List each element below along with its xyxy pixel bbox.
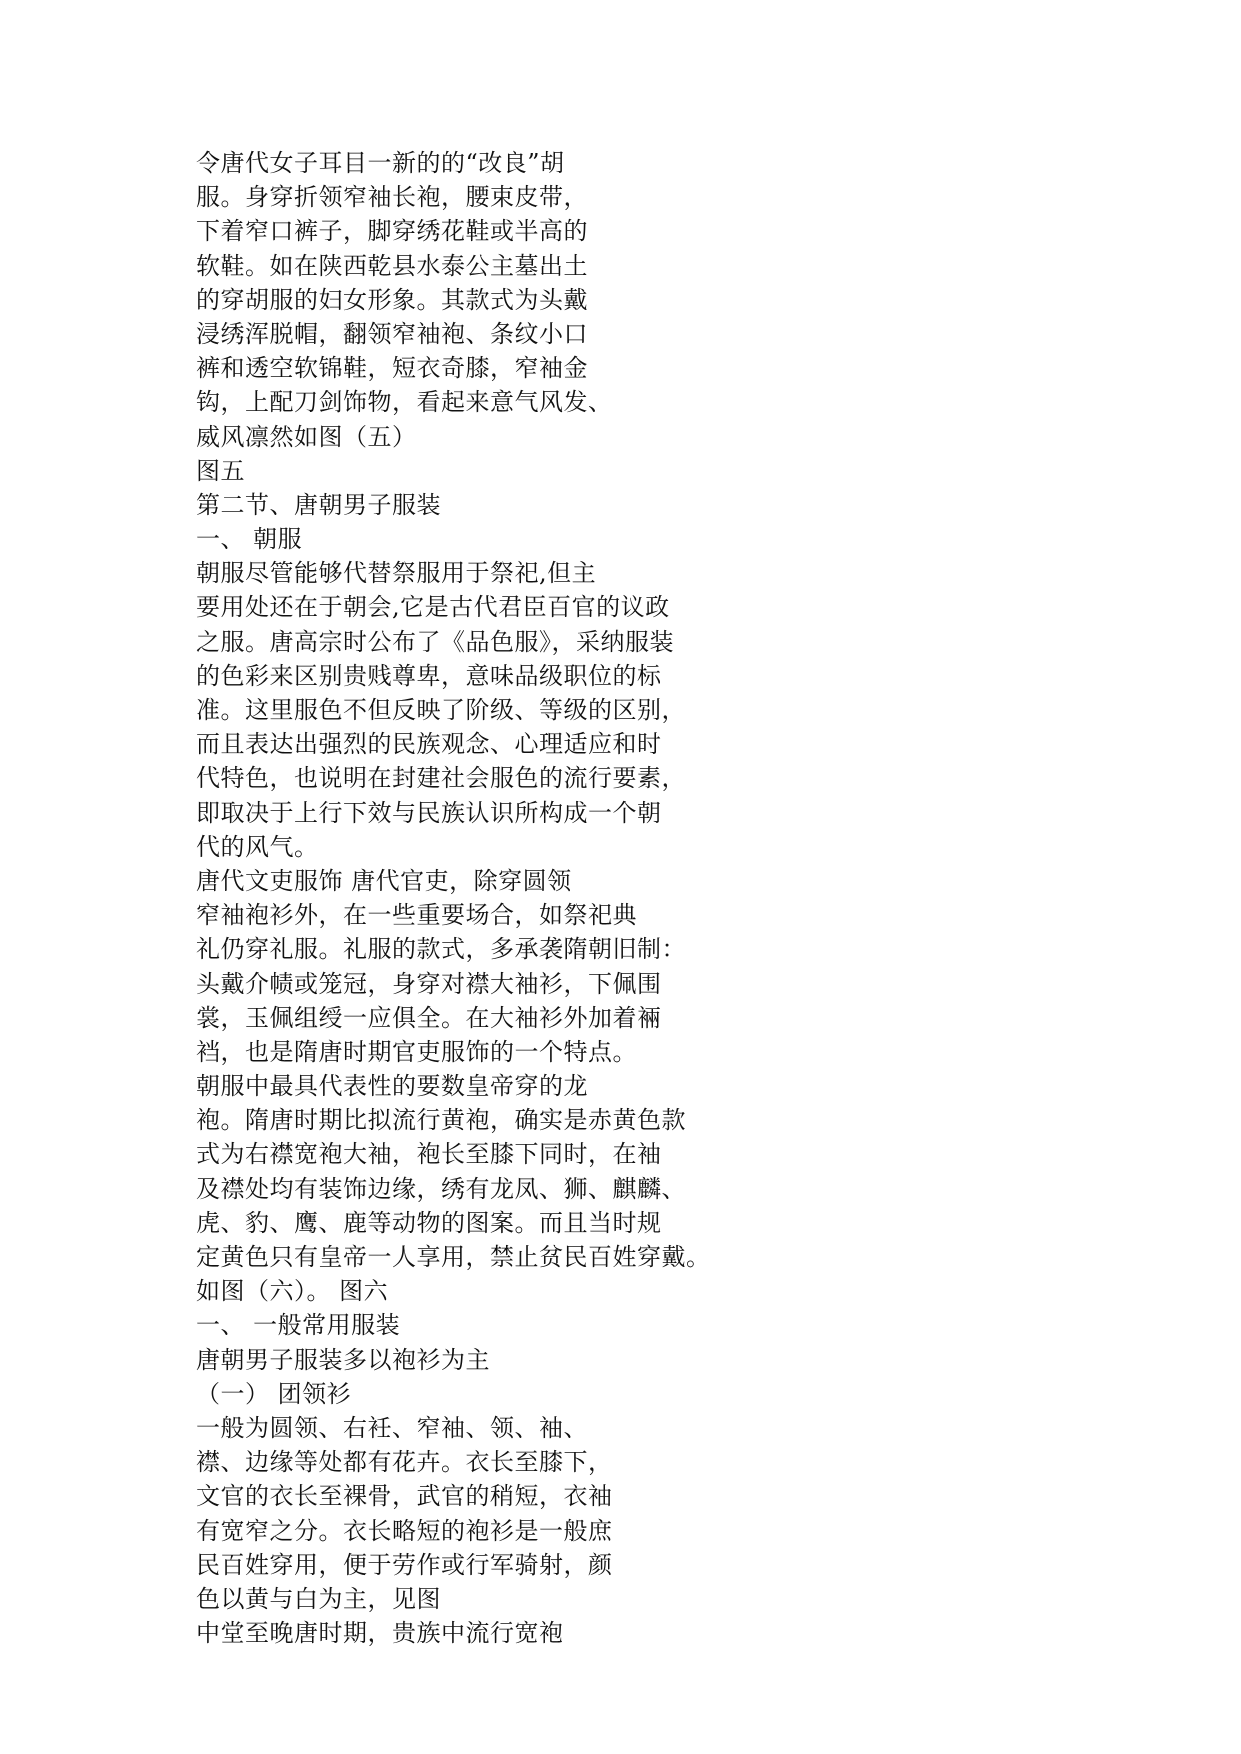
text-line: 的色彩来区别贵贱尊卑，意味品级职位的标 [196, 661, 662, 690]
text-line: 朝服中最具代表性的要数皇帝穿的龙 [196, 1072, 588, 1101]
text-line: 民百姓穿用，便于劳作或行军骑射，颜 [196, 1550, 613, 1579]
text-line: 要用处还在于朝会,它是古代君臣百官的议政 [196, 593, 670, 622]
text-line: 而且表达出强烈的民族观念、心理适应和时 [196, 730, 662, 759]
text-line: 虎、豹、鹰、鹿等动物的图案。而且当时规 [196, 1208, 662, 1237]
text-line: 服。身穿折领窄袖长袍，腰束皮带， [196, 183, 588, 212]
text-line: 代特色，也说明在封建社会服色的流行要素， [196, 764, 686, 793]
text-line: 浸绣浑脱帽，翻领窄袖袍、条纹小口 [196, 319, 588, 348]
text-line: 代的风气。 [196, 832, 319, 861]
text-line: 及襟处均有装饰边缘，绣有龙凤、狮、麒麟、 [196, 1174, 686, 1203]
text-line: 式为右襟宽袍大袖，袍长至膝下同时，在袖 [196, 1140, 662, 1169]
text-line: 准。这里服色不但反映了阶级、等级的区别， [196, 696, 686, 724]
text-line: （一） 团领衫 [196, 1379, 352, 1408]
text-line: 裳，玉佩组绶一应俱全。在大袖衫外加着裲 [196, 1003, 662, 1032]
text-line: 礼仍穿礼服。礼服的款式，多承袭隋朝旧制： [196, 935, 686, 964]
text-line: 裤和透空软锦鞋，短衣奇膝，窄袖金 [196, 354, 588, 383]
text-line: 令唐代女子耳目一新的的“改良”胡 [196, 149, 565, 177]
text-line: 朝服尽管能够代替祭服用于祭祀,但主 [196, 559, 597, 588]
text-line: 有宽窄之分。衣长略短的袍衫是一般庶 [196, 1516, 613, 1545]
body-text [196, 146, 1196, 1650]
text-line: 文官的衣长至裸骨，武官的稍短，衣袖 [196, 1482, 613, 1511]
text-line: 一、 一般常用服装 [196, 1311, 401, 1340]
text-line: 裆，也是隋唐时期官吏服饰的一个特点。 [196, 1037, 637, 1066]
text-line: 定黄色只有皇帝一人享用，禁止贫民百姓穿戴。 [196, 1243, 711, 1271]
text-line: 一、 朝服 [196, 525, 303, 554]
text-line: 如图（六）。 图六 [196, 1277, 389, 1306]
text-line: 威风凛然如图（五） [196, 422, 417, 451]
text-line: 头戴介帻或笼冠，身穿对襟大袖衫，下佩围 [196, 969, 662, 998]
text-line: 唐代文吏服饰 唐代官吏，除穿圆领 [196, 866, 572, 895]
text-line: 即取决于上行下效与民族认识所构成一个朝 [196, 798, 662, 827]
text-line: 一般为圆领、右衽、窄袖、领、袖、 [196, 1413, 588, 1442]
text-line: 袍。隋唐时期比拟流行黄袍，确实是赤黄色款 [196, 1106, 686, 1135]
text-line: 之服。唐高宗时公布了《品色服》，采纳服装 [196, 627, 674, 656]
text-line: 襟、边缘等处都有花卉。衣长至膝下， [196, 1448, 613, 1477]
text-line: 的穿胡服的妇女形象。其款式为头戴 [196, 285, 588, 314]
text-line: 软鞋。如在陕西乾县水泰公主墓出土 [196, 251, 588, 280]
text-line: 下着窄口裤子，脚穿绣花鞋或半高的 [196, 217, 588, 246]
text-line: 窄袖袍衫外，在一些重要场合，如祭祀典 [196, 901, 637, 930]
text-line: 图五 [196, 456, 245, 485]
text-line: 钩，上配刀剑饰物，看起来意气风发、 [196, 388, 613, 417]
text-line: 中堂至晚唐时期，贵族中流行宽袍 [196, 1619, 564, 1648]
text-line: 第二节、唐朝男子服装 [196, 490, 441, 519]
text-line: 唐朝男子服装多以袍衫为主 [196, 1345, 490, 1374]
text-line: 色以黄与白为主，见图 [196, 1584, 441, 1613]
